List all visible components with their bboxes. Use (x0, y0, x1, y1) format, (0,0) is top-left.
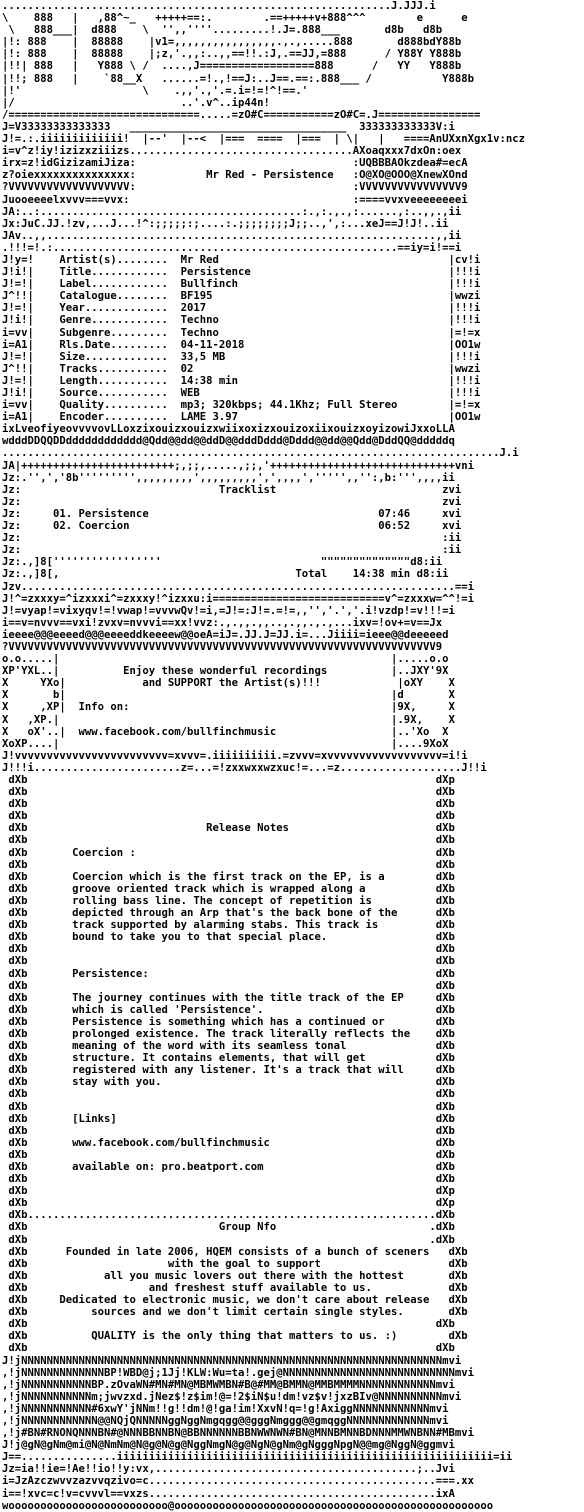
beatport-link: dXb available on: pro.beatport.com dXb (2, 1161, 455, 1173)
tracklist-blank: Jz: zvi (2, 495, 462, 508)
header-art-line: J!=.:.iiiiiiiiiiiii! |--' |--< |=== ==== |=== | \| | ====AnUXxnXgx1v:ncz (2, 133, 525, 146)
release-title-line: z?oiexxxxxxxxxxxxxxx: Mr Red - Persistence :O@XO@OOO@XnewXOnd (2, 169, 468, 182)
notes-frame-line: dXb dXp (2, 774, 455, 786)
header-art-line: JA:..:.........................................:.,:.,.,:......,:..,,.,ii (2, 205, 462, 218)
coercion-notes-line: dXb track supported by alarming stabs. This track is dXb (2, 919, 455, 932)
divider-art-line: J!^=zxxxy=^izxxxi^=zxxxy!^izxxu:i===========================v^=zxxxw=^^!=i (2, 592, 474, 605)
divider-art-line: wdddDDQQDDdddddddddddd@Qdd@@dd@@ddD@@dddDddd@Dddd@@dd@@Qdd@DddQQ@dddddq (2, 435, 455, 448)
logo-top-border: .............................................................J.JJJ.i (2, 0, 436, 12)
footer-art-line: Jz=ia!!ie=!Ae!!io!!y:vx,.........................................;..Jvi (2, 1463, 455, 1476)
persistence-notes-line: dXb The journey continues with the title track of the EP dXb (2, 991, 455, 1004)
logo-art-line: |/ ..'.v^..ip44n! (2, 96, 270, 109)
release-info-source: J!i!| Source........... WEB |!!!i (2, 387, 481, 399)
notes-frame-line: dXb dXb (2, 979, 455, 992)
notes-frame-line: dXb dXb (2, 1173, 455, 1186)
header-art-line: ?VVVVVVVVVVVVVVVVVVV: :VVVVVVVVVVVVVVVV9 (2, 181, 468, 194)
footer-art-line: J!j@gN@gNm@mi@N@NmNm@N@g@N@g@NggNmgN@g@NgN@gNm@gNgggNpgN@@mg@NggN@ggmvi (2, 1439, 455, 1452)
group-nfo-heading: dXb Group Nfo .dXb (2, 1221, 455, 1234)
notes-frame-line: dXb dXb (2, 810, 455, 823)
header-art-line: /==============================.....=zO#C===========zO#C=.J================ (2, 108, 481, 121)
notes-frame-line: dXb dXb (2, 955, 455, 968)
release-info-encoder: i=A1| Encoder.......... LAME 3.97 |OO1w (2, 411, 481, 424)
tracklist-heading: Jz: Tracklist zvi (2, 483, 462, 496)
notes-frame-line: dXb dXb (2, 798, 455, 811)
release-notes-heading: dXb Release Notes dXb (2, 822, 455, 835)
group-nfo-line: dXb sources and we don't limit certain single styles. dXb (2, 1306, 468, 1319)
tracklist-blank: Jz: :ii (2, 532, 462, 545)
logo-art-line: |!' \ .,,'.,'.=.i=!=!^!==.' (2, 84, 309, 97)
notes-frame-line: dXb dXb (2, 786, 455, 799)
footer-art-line: J==...............iiiiiiiiiiiiiiiiiiiiiiiiiiiiiiiiiiiiiiiiiiiiiiiiiiiiiiiiiii=ii (2, 1451, 513, 1464)
links-heading: dXb [Links] dXb (2, 1112, 455, 1125)
support-message: XP'YXL..| Enjoy these wonderful recordings |..JXY'9X (2, 665, 449, 678)
footer-art-line: J!jNNNNNNNNNNNNNNNNNNNNNNNNNNNNNNNNNNNNNNNNNNNNNNNNNNNNNNNNNNNNNNNNNNmvi (2, 1354, 462, 1367)
support-info-label: X ,XP| Info on: |9X, X (2, 701, 455, 714)
coercion-notes-line: dXb bound to take you to that special place. dXb (2, 931, 455, 944)
divider-art-line: ..............................................................................J.i (2, 447, 519, 460)
persistence-notes-line: dXb stay with you. dXb (2, 1076, 455, 1089)
notes-frame-line: dXb dXb (2, 1088, 455, 1101)
release-info-catalogue: J^!!| Catalogue........ BF195 |wwzi (2, 290, 481, 303)
logo-art-line: |!!| 888 | Y888 \ / ....,J==================888 / YY Y888b (2, 60, 462, 73)
footer-bottom-border: wooooooooooooooooooooooooo@oooooooooooooooooooooooooooooooooooooooooooooooooo (2, 1499, 494, 1512)
group-nfo-line: dXb and freshest stuff available to us. dXb (2, 1281, 468, 1294)
support-box-art: o.o.....| |.....o.o (2, 653, 449, 666)
header-art-line: irx=z!idGizizamiJiza: :UQBBBAOkzdea#=ecA (2, 157, 468, 170)
header-art-line: .!!!=!.:......................................................==iy=i!==i (2, 241, 462, 254)
persistence-heading: dXb Persistence: dXb (2, 967, 455, 980)
divider-art-line: i==v=nvvv==vxi!zvxv=nvvvi==xx!vvz:.,.,,.,,..,.,,.,.,...ixv=!ov+=v==Jx (2, 616, 443, 629)
facebook-link: dXb www.facebook.com/bullfinchmusic dXb (2, 1136, 455, 1149)
release-info-year: J!=!| Year............. 2017 |!!!i (2, 302, 481, 315)
group-nfo-line: dXb Dedicated to electronic music, we don't care about release dXb (2, 1294, 468, 1307)
release-info-tracks: J^!!| Tracks........... 02 |wwzi (2, 362, 481, 375)
footer-art-line: ,!jNNNNNNNNNNNNNBP!WBD@j;1Jj!KLW:Wu=ta!.gej@NNNNNNNNNNNNNNNNNNNNNNNNNNNmvi (2, 1366, 474, 1379)
header-art-line: i=v^z!iy!izizxziiizs...................................AXoaqxxx7dxOn:oex (2, 145, 462, 158)
tracklist-art-line: JA|++++++++++++++++++++++++;,;;,.....,;;,'+++++++++++++++++++++++++++++vni (2, 459, 474, 472)
coercion-notes-line: dXb groove oriented track which is wrapped along a dXb (2, 882, 455, 895)
tracklist-art-line: Jz:.'',','8b''''''''',,,,,,,,,',,,,,,,,,',',,,,',''''',,'':,b:''',,,,ii (2, 471, 455, 484)
group-nfo-line: dXb with the goal to support dXb (2, 1257, 468, 1270)
notes-frame-line: dXb dXb (2, 1342, 455, 1355)
release-info-size: J!=!| Size............. 33,5 MB |!!!i (2, 350, 481, 363)
divider-art-line: J!vvvvvvvvvvvvvvvvvvvvvvvv=xvvv=.iiiiiiiiii.=zvvv=xvvvvvvvvvvvvvvvvvv=i!i (2, 749, 468, 762)
logo-art-line: |!: 888 | 88888 |;z,'.,,:..,,==!!.:J,.==JJ,=888 / Y88Y Y888b (2, 48, 462, 61)
notes-frame-line: dXb .dXb (2, 1233, 455, 1246)
logo-art-line: \ 888___| d888 \ '',,''''.........!.J=.888___ d8b d8b (2, 24, 443, 37)
release-info-label: J!=!| Label............ Bullfinch |!!!i (2, 278, 481, 291)
notes-frame-line: dXb dXb (2, 858, 455, 871)
persistence-notes-line: dXb Persistence is something which has a continued or dXb (2, 1015, 455, 1028)
group-nfo-line: dXb Founded in late 2006, HQEM consists of a bunch of sceners dXb (2, 1245, 468, 1258)
track-item: Jz: 02. Coercion 06:52 xvi (2, 520, 462, 533)
support-box-art: X b| |d X (2, 689, 455, 702)
divider-art-line: ?VVVVVVVVVVVVVVVVVVVVVVVVVVVVVVVVVVVVVVVVVVVVVVVVVVVVVVVVVVVVVVVVVVV9 (2, 640, 443, 653)
divider-art-line: J!=vyap!=vixyqv!=!vwap!=vvvwQv!=i,=J!=:J!=.=!=,,'','.','.i!vzdp!=v!!!=i (2, 604, 455, 617)
logo-art-line: |!!; 888 | `88__X ......=!.,!==J:..J==.==:.888___ / Y888b (2, 72, 474, 85)
release-info-quality: i=vv| Quality.......... mp3; 320kbps; 44.1Khz; Full Stereo |=!=x (2, 399, 481, 412)
divider-art-line: J!!!i.......................z=...=!zxxwxxwzxuc!=...=z...................J!!i (2, 761, 487, 774)
release-info-artist: J!y=! Artist(s)........ Mr Red |cv!i (2, 253, 481, 266)
footer-art-line: ,!j#BN#RNONQNNNBN#@NNNBBNNBN@BBNNNNNNBBNWWNWN#BN@MNNBMNNBDNNNMMWNBNN#MBmvi (2, 1427, 474, 1440)
notes-frame-line: dXb dXb (2, 1148, 455, 1161)
release-info-subgenre: i=vv| Subgenre......... Techno |=!=x (2, 326, 481, 339)
notes-frame-line: dXb dXp (2, 1197, 455, 1210)
group-nfo-line: dXb all you music lovers out there with the hottest dXb (2, 1269, 468, 1282)
release-info-title: J!i!| Title............ Persistence |!!!i (2, 266, 481, 279)
notes-frame-line: dXb dXb (2, 834, 455, 847)
notes-frame-line: dXb dXb (2, 1318, 455, 1331)
footer-art-line: i==!xvc=c!v=cvvvl==vxzs.............................................ixA (2, 1487, 455, 1500)
coercion-heading: dXb Coercion : dXb (2, 846, 455, 859)
header-art-line: Jx:JuC.JJ.!zv,...J...!^:;;;;;:;....:.;;;;;;;;J;;..,',:...xeJ==J!J!..ii (2, 217, 449, 230)
notes-frame-line: dXb dXb (2, 943, 455, 956)
track-item: Jz: 01. Persistence 07:46 xvi (2, 507, 462, 520)
footer-art-line: i=JzAzczwvvzazvvqzivo=c.............................................===.xx (2, 1475, 474, 1488)
release-info-genre: J!i!| Genre............ Techno |!!!i (2, 314, 481, 327)
support-message: X YXo| and SUPPORT the Artist(s)!!! |oXY X (2, 677, 455, 690)
notes-frame-line: dXb dXb (2, 1100, 455, 1113)
persistence-notes-line: dXb which is called 'Persistence'. dXb (2, 1003, 455, 1016)
persistence-notes-line: dXb meaning of the word with its seamless tonal dXb (2, 1040, 455, 1053)
header-art-line: J=V33333333333333 __________________________________ 333333333333V:i (2, 120, 455, 133)
logo-art-line: \ 888 | ,88^~_ +++++==:. .==+++++v+888^^^ e e (2, 12, 468, 25)
footer-art-line: ,!jNNNNNNNNNNNm;jwvzxd.jNez$!z$im!@=!2$iN$u!dm!vz$v!jxzBIv@NNNNNNNNNNmvi (2, 1390, 462, 1403)
support-link: X oX'..| www.facebook.com/bullfinchmusic |..'Xo X (2, 725, 449, 738)
notes-frame-line: dXb................................................................dXb (2, 1209, 455, 1222)
tracklist-blank: Jz: :ii (2, 544, 462, 557)
group-nfo-line: dXb QUALITY is the only thing that matters to us. :) dXb (2, 1330, 468, 1343)
support-box-art: XoXP....| |....9XoX (2, 737, 449, 750)
footer-art-line: ,!jNNNNNNNNNNNN@@NQjQNNNNNggNggNmgqgg@@gggNmggg@@gmqggNNNNNNNNNNNNNmvi (2, 1414, 449, 1427)
coercion-notes-line: dXb depicted through an Arp that's the back bone of the dXb (2, 907, 455, 920)
divider-art-line: ieeee@@@eeeed@@@eeeeddkeeeew@@oeA=iJ=.JJ.J=JJ.i=...Jiiii=ieee@@deeeeed (2, 628, 449, 641)
persistence-notes-line: dXb prolonged existence. The track literally reflects the dXb (2, 1027, 455, 1040)
release-info-rls-date: i=A1| Rls.Date......... 04-11-2018 |OO1w (2, 338, 481, 351)
divider-art-line: ixLveofiyeovvvvovLLoxzixouizxouizxwiixoxizxouizoxiixouizxoyizowiJxxoLLA (2, 423, 455, 436)
persistence-notes-line: dXb structure. It contains elements, that will get dXb (2, 1052, 455, 1065)
notes-frame-line: dXb dXb (2, 1124, 455, 1137)
notes-frame-line: dXb dXp (2, 1185, 455, 1198)
tracklist-art-line: Jz:.,]8[''''''''''''''''' """"""""""""""d8:ii (2, 556, 443, 569)
footer-art-line: ,!jNNNNNNNNNNN#6xwY'jNNm!!g!!dm!@!ga!im!XxvN!q=!g!AxiggNNNNNNNNNNNNmvi (2, 1402, 449, 1415)
divider-art-line: Jzv....................................................................==i (2, 580, 474, 593)
coercion-notes-line: dXb rolling bass line. The concept of repetition is dXb (2, 894, 455, 907)
support-box-art: X ,XP.| |.9X, X (2, 713, 455, 726)
tracklist-total: Jz:.,]8[, Total 14:38 min d8:ii (2, 568, 449, 581)
release-info-length: J!=!| Length........... 14:38 min |!!!i (2, 374, 481, 387)
header-art-line: JAv..,,.............................................................,,ii (2, 229, 462, 242)
persistence-notes-line: dXb registered with any listener. It's a track that will dXb (2, 1064, 455, 1077)
header-art-line: Juooeeeelxvvv===vvx: :====vvxveeeeeeeei (2, 193, 468, 206)
logo-art-line: |!: 888 | 88888 |v1=,,,,,,,,,,,,,,,,.,.,.....888 d888bdY88b (2, 36, 462, 49)
coercion-notes-line: dXb Coercion which is the first track on the EP, is a dXb (2, 870, 455, 883)
footer-art-line: ,!jNNNNNNNNNNNBP.zOvaWN#MN#MN@MBMWMBN#B@#MM@BMMN@MMBMMMMNNNNNNNNNNNNmvi (2, 1378, 455, 1391)
